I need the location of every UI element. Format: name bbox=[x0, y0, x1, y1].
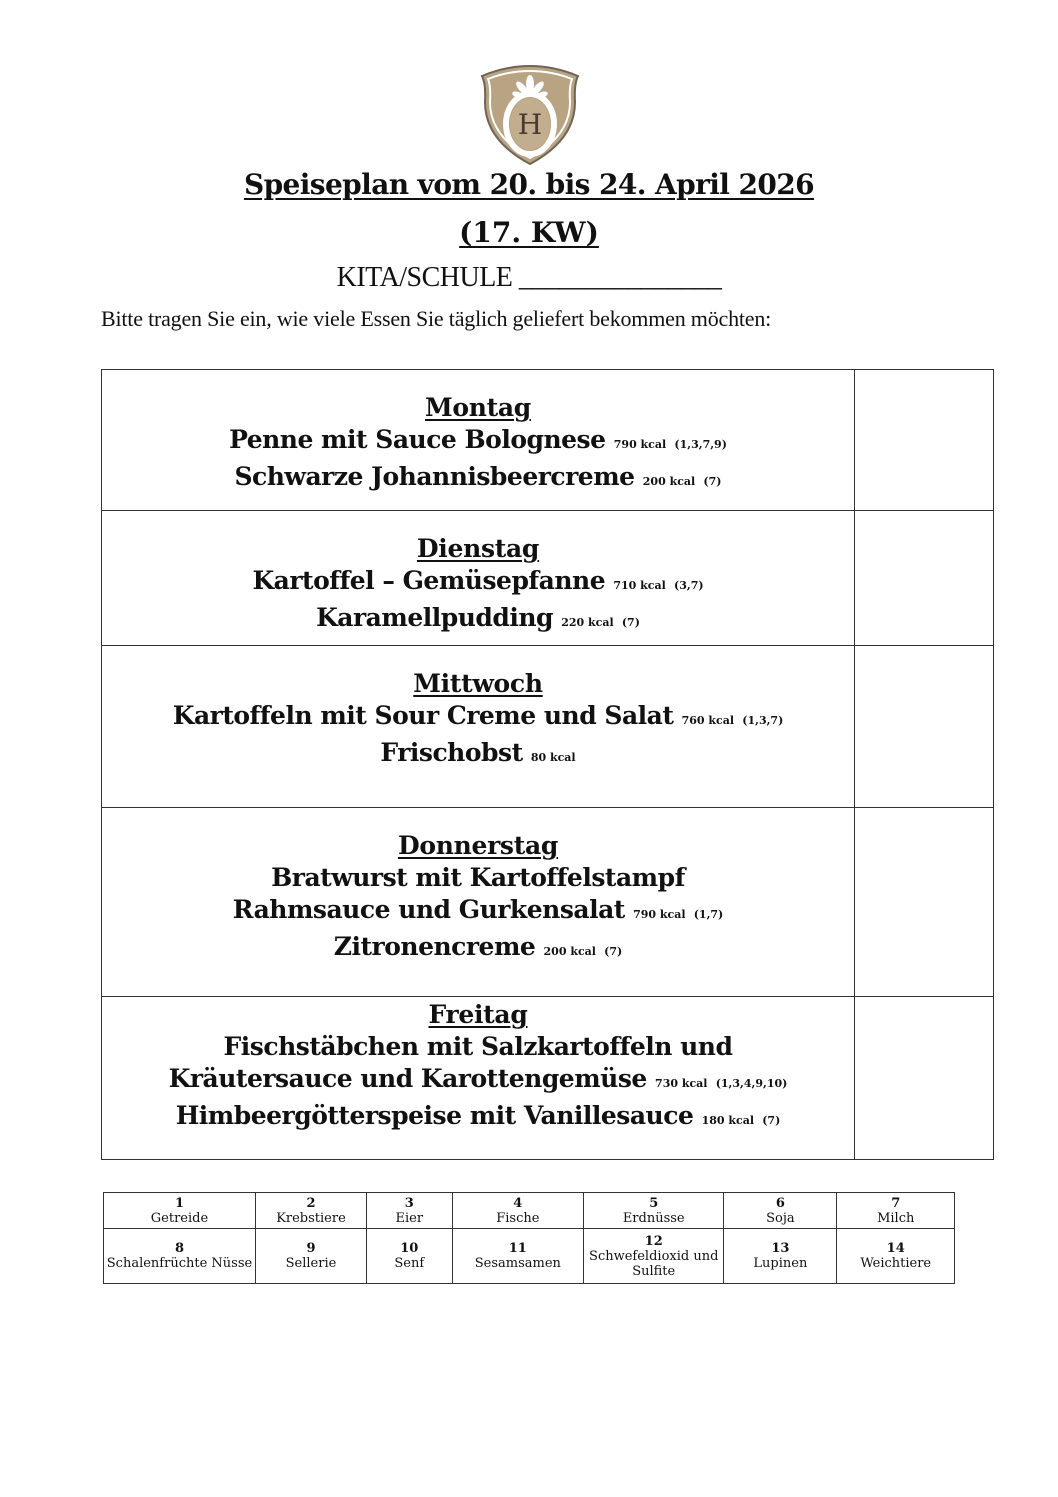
allergen-cell bbox=[584, 1229, 724, 1284]
dish-name: Himbeergötterspeise mit Vanillesauce bbox=[175, 1101, 694, 1130]
day-name: Freitag bbox=[428, 1000, 528, 1029]
dish-name: Schwarze Johannisbeercreme bbox=[234, 462, 635, 491]
allergen-row bbox=[104, 1193, 955, 1229]
allergen-name: Sellerie bbox=[285, 1256, 337, 1271]
allergen-number: 3 bbox=[404, 1195, 414, 1211]
dish-line bbox=[102, 894, 854, 931]
allergen-cell bbox=[724, 1193, 837, 1229]
allergen-number: 4 bbox=[513, 1195, 523, 1211]
allergen-cell bbox=[367, 1229, 453, 1284]
allergen-number: 14 bbox=[886, 1241, 905, 1256]
day-cell bbox=[102, 370, 855, 511]
allergen-cell bbox=[255, 1229, 366, 1284]
dish-allergens: (1,3,7,9) bbox=[674, 438, 727, 451]
dish-kcal: 710 kcal bbox=[613, 579, 666, 592]
instruction-text: Bitte tragen Sie ein, wie viele Essen Sie täglich geliefert bekommen möchten: bbox=[101, 306, 772, 331]
day-cell bbox=[102, 997, 855, 1160]
dish-kcal: 790 kcal bbox=[613, 438, 667, 451]
dish-allergens: (1,7) bbox=[693, 908, 724, 921]
quantity-cell-dienstag[interactable] bbox=[855, 511, 994, 646]
dish-line bbox=[102, 862, 854, 894]
dish-line bbox=[102, 461, 854, 498]
allergen-name: Soja bbox=[766, 1210, 795, 1226]
allergen-cell bbox=[837, 1229, 955, 1284]
dish-line bbox=[102, 424, 854, 461]
menu-row-donnerstag bbox=[102, 808, 994, 997]
allergen-name: Erdnüsse bbox=[622, 1210, 685, 1226]
menu-row-dienstag bbox=[102, 511, 994, 646]
allergen-name: Weichtiere bbox=[860, 1256, 932, 1271]
allergen-cell bbox=[104, 1193, 256, 1229]
dish-line bbox=[102, 700, 854, 737]
allergen-name: Senf bbox=[394, 1256, 425, 1271]
allergen-name: Krebstiere bbox=[276, 1210, 346, 1226]
allergen-name: Sesamsamen bbox=[474, 1256, 561, 1271]
dish-kcal: 220 kcal bbox=[561, 616, 614, 629]
dish-name: Karamellpudding bbox=[316, 603, 553, 632]
allergen-number: 6 bbox=[775, 1195, 785, 1211]
menu-table bbox=[101, 369, 994, 1160]
allergen-name: Lupinen bbox=[753, 1256, 808, 1271]
page-title: Speiseplan vom 20. bis 24. April 2026 bbox=[243, 168, 815, 201]
dish-name: Zitronencreme bbox=[333, 932, 536, 961]
dish-name: Fischstäbchen mit Salzkartoffeln und bbox=[223, 1032, 733, 1061]
allergen-number: 9 bbox=[306, 1241, 316, 1256]
dish-kcal: 80 kcal bbox=[530, 751, 576, 764]
dish-kcal: 730 kcal bbox=[655, 1077, 708, 1090]
day-name: Mittwoch bbox=[413, 669, 543, 698]
allergen-name: Eier bbox=[395, 1210, 424, 1226]
menu-row-freitag bbox=[102, 997, 994, 1160]
allergen-cell bbox=[255, 1193, 366, 1229]
allergen-number: 11 bbox=[508, 1241, 527, 1256]
dish-allergens: (7) bbox=[703, 475, 722, 488]
allergen-cell bbox=[584, 1193, 724, 1229]
dish-allergens: (7) bbox=[604, 945, 623, 958]
day-name: Dienstag bbox=[416, 534, 540, 563]
dish-line bbox=[102, 565, 854, 602]
dish-allergens: (7) bbox=[621, 616, 640, 629]
dish-line bbox=[102, 1063, 854, 1100]
allergen-legend bbox=[103, 1192, 955, 1284]
quantity-cell-freitag[interactable] bbox=[855, 997, 994, 1160]
day-cell bbox=[102, 808, 855, 997]
quantity-cell-montag[interactable] bbox=[855, 370, 994, 511]
menu-row-montag bbox=[102, 370, 994, 511]
dish-kcal: 200 kcal bbox=[543, 945, 596, 958]
dish-name: Kräutersauce und Karottengemüse bbox=[168, 1064, 647, 1093]
day-cell bbox=[102, 511, 855, 646]
allergen-cell bbox=[837, 1193, 955, 1229]
allergen-name: Schwefeldioxid und Sulfite bbox=[589, 1248, 719, 1279]
dish-allergens: (3,7) bbox=[674, 579, 704, 592]
quantity-cell-mittwoch[interactable] bbox=[855, 646, 994, 808]
allergen-number: 1 bbox=[174, 1195, 184, 1211]
facility-line bbox=[0, 262, 1058, 294]
allergen-name: Getreide bbox=[150, 1210, 209, 1226]
dish-name: Rahmsauce und Gurkensalat bbox=[232, 895, 625, 924]
dish-line bbox=[102, 737, 854, 774]
day-cell bbox=[102, 646, 855, 808]
allergen-name: Schalenfrüchte Nüsse bbox=[106, 1256, 253, 1271]
allergen-cell bbox=[367, 1193, 453, 1229]
allergen-name: Fische bbox=[496, 1210, 540, 1226]
allergen-cell bbox=[104, 1229, 256, 1284]
allergen-number: 10 bbox=[400, 1241, 419, 1256]
dish-name: Penne mit Sauce Bolognese bbox=[229, 425, 606, 454]
allergen-number: 13 bbox=[771, 1241, 790, 1256]
logo-crest-icon bbox=[476, 62, 584, 166]
dish-kcal: 200 kcal bbox=[642, 475, 696, 488]
logo-letter: H bbox=[517, 108, 543, 141]
facility-label: KITA/SCHULE bbox=[336, 262, 513, 293]
facility-input[interactable]: _______________ bbox=[518, 262, 722, 293]
allergen-cell bbox=[452, 1229, 584, 1284]
dish-line bbox=[102, 1100, 854, 1137]
dish-name: Kartoffel – Gemüsepfanne bbox=[252, 566, 606, 595]
dish-kcal: 180 kcal bbox=[701, 1114, 754, 1127]
quantity-cell-donnerstag[interactable] bbox=[855, 808, 994, 997]
allergen-number: 5 bbox=[649, 1195, 659, 1211]
dish-line bbox=[102, 931, 854, 968]
dish-allergens: (7) bbox=[762, 1114, 781, 1127]
dish-line bbox=[102, 602, 854, 639]
allergen-number: 12 bbox=[644, 1233, 663, 1249]
day-name: Montag bbox=[425, 393, 531, 422]
dish-name: Kartoffeln mit Sour Creme und Salat bbox=[172, 701, 674, 730]
allergen-number: 2 bbox=[306, 1195, 316, 1211]
calendar-week: (17. KW) bbox=[459, 216, 599, 249]
allergen-cell bbox=[724, 1229, 837, 1284]
dish-line bbox=[102, 1031, 854, 1063]
menu-row-mittwoch bbox=[102, 646, 994, 808]
dish-kcal: 790 kcal bbox=[633, 908, 686, 921]
dish-kcal: 760 kcal bbox=[681, 714, 735, 727]
dish-name: Frischobst bbox=[380, 738, 523, 767]
dish-name: Bratwurst mit Kartoffelstampf bbox=[271, 863, 685, 892]
allergen-name: Milch bbox=[877, 1210, 915, 1226]
dish-allergens: (1,3,4,9,10) bbox=[715, 1077, 788, 1090]
allergen-number: 7 bbox=[891, 1195, 901, 1211]
day-name: Donnerstag bbox=[397, 831, 559, 860]
allergen-number: 8 bbox=[174, 1241, 184, 1256]
allergen-cell bbox=[452, 1193, 584, 1229]
dish-allergens: (1,3,7) bbox=[742, 714, 784, 727]
allergen-row bbox=[104, 1229, 955, 1284]
